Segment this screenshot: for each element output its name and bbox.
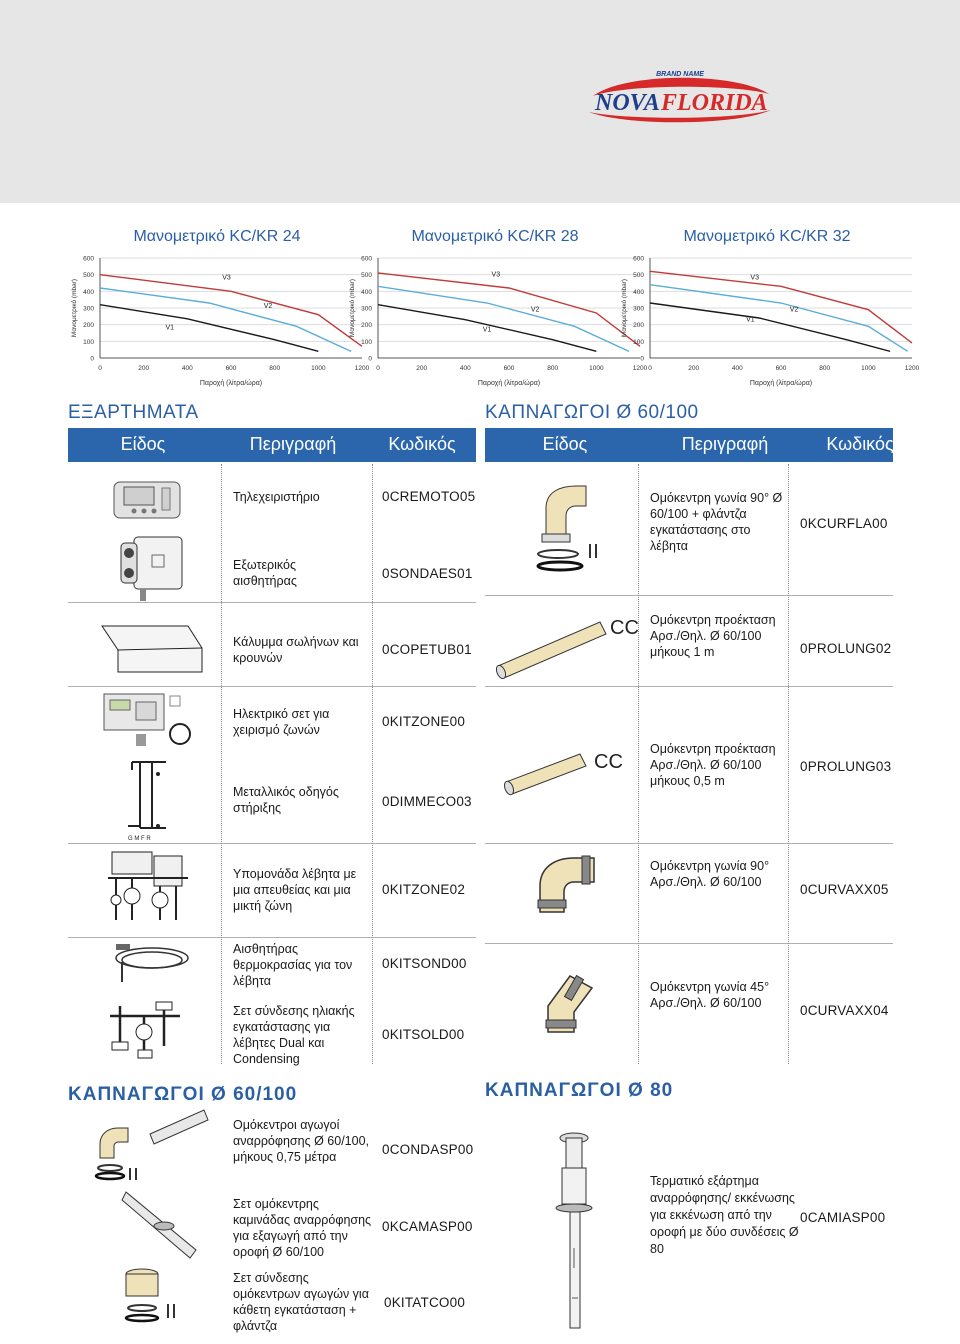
chart-kc-kr-24 [62,228,372,388]
x-tick-label: 800 [269,365,281,372]
svg-text:CC: CC [610,617,639,639]
y-axis-label: Μανομετρικό (mbar) [349,278,356,338]
x-tick-label: 400 [731,365,743,372]
col-code: Κωδικός [826,434,894,454]
row-divider [485,843,893,844]
row-divider [68,602,476,603]
y-axis-label: Μανομετρικό (mbar) [621,278,628,338]
x-tick-label: 1200 [904,365,920,372]
bottom-left-title: ΚΑΠΝΑΓΩΓΟΙ Ø 60/100 [68,1084,298,1105]
series-label: V3 [491,271,501,279]
x-tick-label: 1000 [311,365,326,372]
x-tick-label: 200 [416,365,428,372]
y-tick-label: 200 [83,322,94,330]
elbow-90-icon [530,852,610,922]
list-item-description: Ομόκεντροι αγωγοί αναρρόφησης Ø 60/100, μήκους 0,75 μέτρα [233,1118,369,1164]
y-tick-label: 100 [83,338,94,346]
list-item-description: Εξωτερικός αισθητήρας [233,558,297,588]
list-item-code: 0COPETUB01 [382,642,472,657]
list-item-code: 0SONDAES01 [382,566,473,581]
y-tick-label: 400 [633,288,644,296]
x-tick-label: 200 [688,365,700,372]
list-item-code: 0CAMIASP00 [800,1210,886,1225]
chart-title: Μανομετρικό KC/KR 32 [683,228,851,245]
chart-kc-kr-32 [612,228,922,388]
x-axis-label: Παροχή (λίτρα/ώρα) [477,380,541,387]
column-separator [372,464,373,1064]
x-tick-label: 800 [547,365,559,372]
y-tick-label: 500 [83,272,94,280]
y-tick-label: 100 [633,338,644,346]
suction-pipe-icon [94,1104,214,1184]
row-divider [485,686,893,687]
accessories-table-header [68,428,476,462]
series-line-v1 [650,303,890,351]
list-item-description: Ομόκεντρη γωνία 90° Αρσ./Θηλ. Ø 60/100 [650,859,770,889]
col-type: Είδος [120,434,166,454]
y-tick-label: 600 [83,255,94,263]
row-divider [485,943,893,944]
x-tick-label: 400 [181,365,193,372]
solar-kit-icon [100,996,200,1062]
x-tick-label: 800 [819,365,831,372]
list-item-code: 0CREMOTO05 [382,489,476,504]
list-item-code: 0KITZONE02 [382,882,466,897]
list-item-code: 0KITZONE00 [382,714,466,729]
x-tick-label: 0 [648,365,652,372]
flues-60-100-title: ΚΑΠΝΑΓΩΓΟΙ Ø 60/100 [485,402,699,423]
list-item-description: Σετ σύνδεσης ομόκεντρων αγωγών για κάθετη εγκατάσταση + φλάντζα [233,1271,369,1333]
svg-text:FLORIDA: FLORIDA [661,90,768,116]
y-tick-label: 200 [361,322,372,330]
roof-chimney-icon [120,1186,220,1262]
list-item-description: Ομόκεντρη προέκταση Αρσ./Θηλ. Ø 60/100 μήκους 1 m [650,613,776,659]
list-item-description: Μεταλλικός οδηγός στήριξης [233,785,339,815]
series-label: V3 [222,274,231,282]
list-item-code: 0KITATCO00 [384,1295,466,1310]
x-axis-label: Παροχή (λίτρα/ώρα) [199,380,263,387]
list-item-code: 0KCURFLA00 [800,516,888,531]
list-item-description: Ομόκεντρη προέκταση Αρσ./Θηλ. Ø 60/100 μήκους 0,5 m [650,742,776,788]
hydraulic-unit-icon [98,848,198,928]
y-tick-label: 0 [368,355,372,363]
series-label: V1 [482,326,492,334]
bottom-right-title: ΚΑΠΝΑΓΩΓΟΙ Ø 80 [485,1080,674,1101]
y-tick-label: 300 [633,305,644,313]
x-tick-label: 1200 [632,365,648,372]
row-divider [68,843,476,844]
accessories-title: ΕΞΑΡΤΗΜΑΤΑ [68,402,199,423]
svg-text:CC: CC [594,751,623,773]
svg-text:BRAND NAME: BRAND NAME [656,71,704,78]
x-tick-label: 400 [459,365,471,372]
x-tick-label: 1200 [354,365,370,372]
list-item-description: Ομόκεντρη γωνία 90° Ø 60/100 + φλάντζα εγκατάστασης στο λέβητα [650,491,783,553]
y-tick-label: 400 [361,288,372,296]
extension-pipe-05m-icon [500,738,630,798]
svg-text:NOVA: NOVA [595,90,660,116]
x-axis-label: Παροχή (λίτρα/ώρα) [749,380,813,387]
row-divider [485,595,893,596]
x-tick-label: 600 [225,365,237,372]
x-tick-label: 0 [376,365,380,372]
list-item-code: 0PROLUNG02 [800,641,892,656]
col-description: Περιγραφή [249,434,337,454]
series-line-v3 [378,273,640,346]
outdoor-sensor-icon [118,533,188,605]
series-label: V2 [789,306,799,314]
zone-kit-icon [100,690,200,750]
column-separator [638,464,639,1064]
list-item-description: Τερματικό εξάρτημα αναρρόφησης/ εκκένωσης για εκκένωση από την οροφή με δύο συνδέσεις Ø 80 [650,1174,799,1256]
col-description: Περιγραφή [681,434,769,454]
list-item-description: Ομόκεντρη γωνία 45° Αρσ./Θηλ. Ø 60/100 [650,980,770,1010]
list-item-description: Ηλεκτρικό σετ για χειρισμό ζωνών [233,707,330,737]
list-item-description: Σετ ομόκεντρης καμινάδας αναρρόφησης για εξαγωγή από την οροφή Ø 60/100 [233,1197,372,1259]
temperature-probe-icon [110,942,200,990]
column-separator [788,464,789,1064]
list-item-description: Κάλυμμα σωλήνων και κρουνών [233,635,359,665]
flues-table-header [485,428,893,462]
mounting-bracket-icon [126,756,186,846]
series-label: V3 [750,274,759,282]
list-item-code: 0KITSOND00 [382,956,467,971]
row-divider [68,686,476,687]
list-item-code: 0DIMMECO03 [382,794,472,809]
list-item-code: 0PROLUNG03 [800,759,892,774]
row-divider [68,937,476,938]
extension-pipe-1m-icon [492,608,642,680]
col-type: Είδος [542,434,588,454]
y-tick-label: 0 [90,355,94,363]
pipe-cover-icon [98,618,208,678]
col-code: Κωδικός [388,434,456,454]
list-item-code: 0CURVAXX05 [800,882,889,897]
x-tick-label: 600 [503,365,515,372]
y-tick-label: 100 [361,338,372,346]
series-line-v1 [100,305,318,352]
elbow-flange-icon [530,478,610,572]
series-label: V2 [530,306,540,314]
y-tick-label: 0 [640,355,644,363]
series-line-v3 [650,271,912,343]
chart-title: Μανομετρικό KC/KR 24 [133,228,301,245]
y-tick-label: 200 [633,322,644,330]
column-separator [221,464,222,1064]
x-tick-label: 600 [775,365,787,372]
chart-kc-kr-28 [340,228,650,388]
svg-text:G M F R: G M F R [128,836,151,842]
x-tick-label: 1000 [861,365,876,372]
y-tick-label: 600 [633,255,644,263]
list-item-code: 0CONDASP00 [382,1142,474,1157]
list-item-code: 0CURVAXX04 [800,1003,889,1018]
y-tick-label: 500 [361,272,372,280]
y-tick-label: 500 [633,272,644,280]
remote-control-icon [112,480,182,520]
chart-title: Μανομετρικό KC/KR 28 [411,228,579,245]
x-tick-label: 0 [98,365,102,372]
elbow-45-icon [540,966,610,1038]
list-item-description: Υπομονάδα λέβητα με μια απευθείας και μια μικτή ζώνη [233,867,357,913]
series-label: V1 [165,324,175,332]
y-tick-label: 300 [361,305,372,313]
roof-terminal-icon [540,1128,610,1338]
list-item-code: 0KCAMASP00 [382,1219,473,1234]
vertical-adapter-icon [112,1266,192,1336]
y-tick-label: 600 [361,255,372,263]
x-tick-label: 1000 [589,365,604,372]
list-item-description: Αισθητήρας θερμοκρασίας για τον λέβητα [233,942,353,988]
series-label: V1 [746,316,755,324]
list-item-description: Σετ σύνδεσης ηλιακής εγκατάστασης για λέβητες Dual και Condensing [233,1004,355,1066]
y-tick-label: 300 [83,305,94,313]
series-label: V2 [263,303,273,310]
series-line-v2 [100,288,351,351]
header-band [0,0,960,203]
x-tick-label: 200 [138,365,150,372]
list-item-code: 0KITSOLD00 [382,1027,465,1042]
brand-logo [585,64,775,124]
y-tick-label: 400 [83,288,94,296]
list-item-description: Τηλεχειριστήριο [233,490,320,504]
y-axis-label: Μανομετρικό (mbar) [71,278,78,338]
